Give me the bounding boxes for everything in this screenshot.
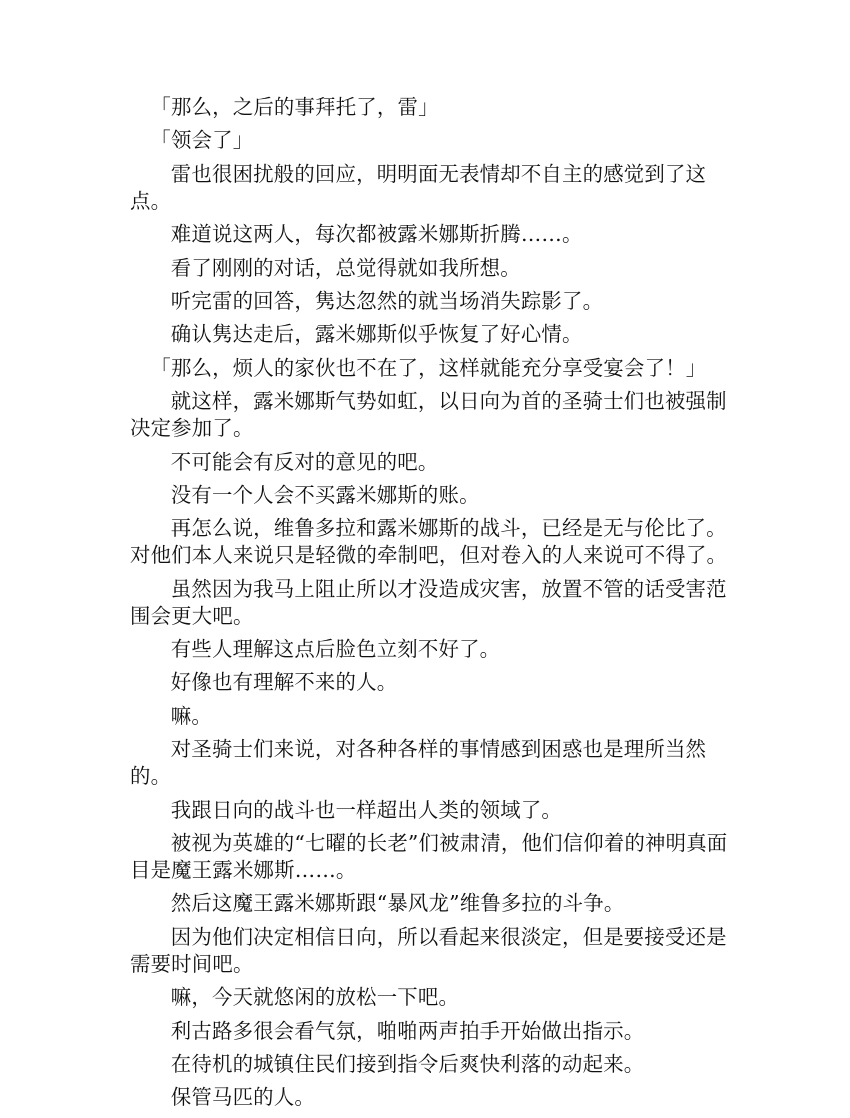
paragraph: 「领会了」 [150, 128, 254, 153]
paragraph: 嘛，今天就悠闲的放松一下吧。 [170, 985, 460, 1010]
paragraph: 雷也很困扰般的回应，明明面无表情却不自主的感觉到了这点。 [130, 161, 707, 213]
body-text [130, 94, 742, 1118]
paragraph: 嘛。 [170, 703, 212, 728]
paragraph: 确认隽达走后，露米娜斯似乎恢复了好心情。 [170, 322, 583, 347]
paragraph: 对圣骑士们来说，对各种各样的事情感到困惑也是理所当然的。 [130, 737, 707, 789]
paragraph: 好像也有理解不来的人。 [170, 670, 398, 695]
paragraph: 因为他们决定相信日向，所以看起来很淡定，但是要接受还是需要时间吧。 [130, 924, 727, 976]
paragraph: 没有一个人会不买露米娜斯的账。 [170, 482, 480, 507]
paragraph: 有些人理解这点后脸色立刻不好了。 [170, 637, 501, 662]
paragraph: 在待机的城镇住民们接到指令后爽快利落的动起来。 [170, 1051, 645, 1076]
paragraph: 「那么，烦人的家伙也不在了，这样就能充分享受宴会了！」 [150, 355, 707, 380]
paragraph: 「那么，之后的事拜托了，雷」 [150, 95, 439, 119]
paragraph: 虽然因为我马上阻止所以才没造成灾害，放置不管的话受害范围会更大吧。 [130, 576, 727, 628]
paragraph: 不可能会有反对的意见的吧。 [170, 449, 439, 474]
paragraph: 就这样，露米娜斯气势如虹，以日向为首的圣骑士们也被强制决定参加了。 [130, 389, 727, 441]
paragraph: 保管马匹的人。 [170, 1085, 315, 1110]
paragraph: 再怎么说，维鲁多拉和露米娜斯的战斗，已经是无与伦比了。对他们本人来说只是轻微的牵制吧，但对卷入的人来说可不得了。 [130, 516, 728, 568]
paragraph: 难道说这两人，每次都被露米娜斯折腾……。 [170, 222, 583, 247]
paragraph: 听完雷的回答，隽达忽然的就当场消失踪影了。 [170, 288, 604, 313]
paragraph: 然后这魔王露米娜斯跟“暴风龙”维鲁多拉的斗争。 [170, 891, 625, 916]
paragraph: 利古路多很会看气氛，啪啪两声拍手开始做出指示。 [170, 1018, 645, 1043]
paragraph: 被视为英雄的“七曜的长老”们被肃清，他们信仰着的神明真面目是魔王露米娜斯……。 [130, 831, 728, 883]
paragraph: 看了刚刚的对话，总觉得就如我所想。 [170, 255, 521, 280]
paragraph: 我跟日向的战斗也一样超出人类的领域了。 [170, 797, 563, 822]
